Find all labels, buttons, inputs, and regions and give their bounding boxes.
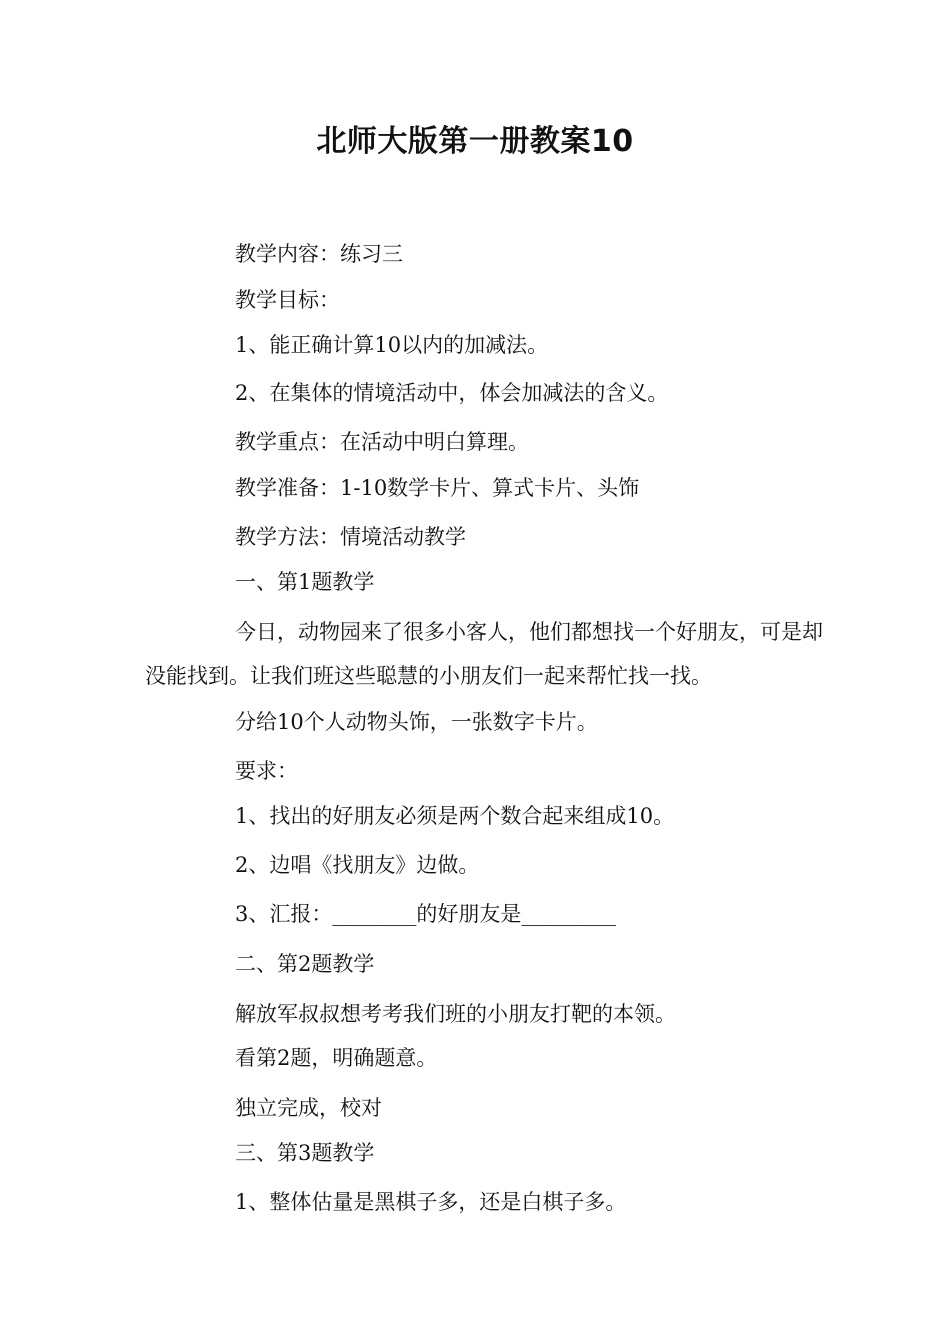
section-heading-1: 一、第1题教学	[235, 570, 375, 594]
paragraph-requirement-2: 2、边唱《找朋友》边做。	[235, 853, 480, 877]
document-title: 北师大版第一册教案10	[316, 124, 634, 159]
paragraph-read-question: 看第2题，明确题意。	[235, 1046, 438, 1070]
section-heading-3: 三、第3题教学	[235, 1141, 375, 1165]
paragraph-requirements: 要求：	[235, 759, 298, 783]
paragraph-preparation: 教学准备：1-10数学卡片、算式卡片、头饰	[235, 476, 640, 500]
paragraph-distribute: 分给10个人动物头饰，一张数字卡片。	[235, 710, 598, 734]
paragraph-target-practice: 解放军叔叔想考考我们班的小朋友打靶的本领。	[235, 1002, 676, 1026]
paragraph-teaching-goals: 教学目标：	[235, 288, 340, 312]
paragraph-requirement-3: 3、汇报：________的好朋友是_________	[235, 902, 616, 926]
paragraph-goal-2: 2、在集体的情境活动中，体会加减法的含义。	[235, 381, 669, 405]
paragraph-independent: 独立完成，校对	[235, 1096, 382, 1120]
paragraph-method: 教学方法：情境活动教学	[235, 525, 466, 549]
paragraph-estimate: 1、整体估量是黑棋子多，还是白棋子多。	[235, 1190, 627, 1214]
paragraph-key-point: 教学重点：在活动中明白算理。	[235, 430, 529, 454]
paragraph-goal-1: 1、能正确计算10以内的加减法。	[235, 333, 549, 357]
paragraph-requirement-1: 1、找出的好朋友必须是两个数合起来组成10。	[235, 804, 675, 828]
section-heading-2: 二、第2题教学	[235, 952, 375, 976]
paragraph-teaching-content: 教学内容：练习三	[235, 242, 403, 266]
paragraph-story: 今日，动物园来了很多小客人，他们都想找一个好朋友，可是却没能找到。让我们班这些聪慧的小朋友们一起来帮忙找一找。	[145, 620, 823, 688]
